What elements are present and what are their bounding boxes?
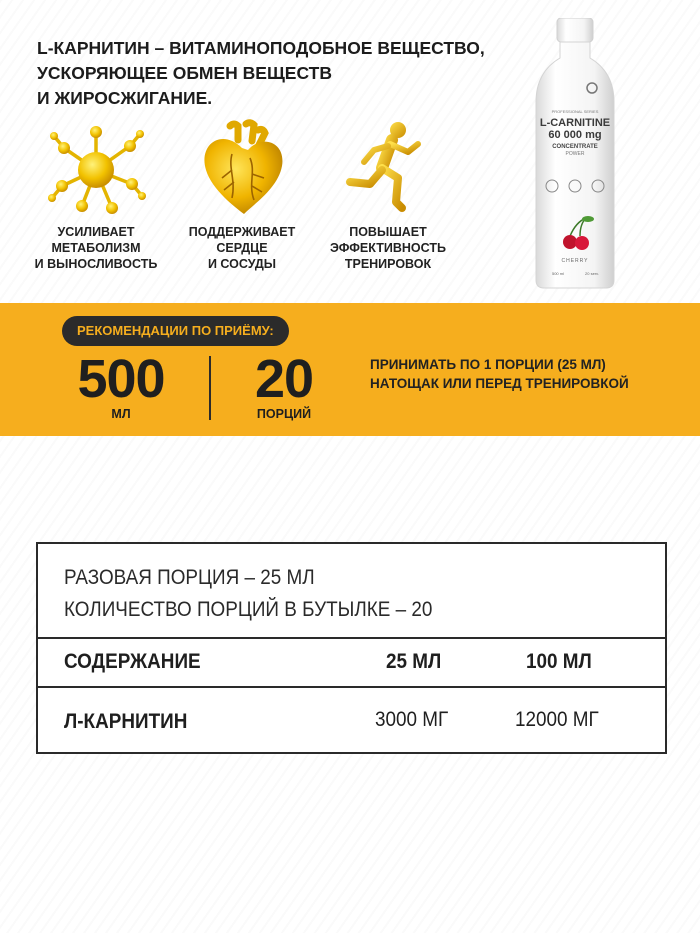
caption-line: ТРЕНИРОВОК: [344, 257, 432, 271]
caption-line: СЕРДЦЕ: [216, 241, 268, 255]
headline-line: УСКОРЯЮЩЕЕ ОБМЕН ВЕЩЕСТВ: [37, 63, 333, 83]
product-bottle: [530, 18, 620, 290]
bottle-name: L-CARNITINE: [539, 117, 611, 129]
table-row-name: Л-КАРНИТИН: [64, 710, 188, 733]
bottle-dose: 60 000 mg: [548, 129, 602, 141]
table-divider: [38, 637, 665, 639]
molecule-icon: [46, 118, 146, 218]
volume-value: 500: [77, 349, 165, 409]
servings-per-bottle: КОЛИЧЕСТВО ПОРЦИЙ В БУТЫЛКЕ – 20: [64, 598, 433, 621]
bottle-series: PROFESSIONAL SERIES: [551, 109, 599, 114]
recommendation-line: ПРИНИМАТЬ ПО 1 ПОРЦИИ (25 МЛ): [370, 357, 606, 372]
nutrition-table: [36, 542, 667, 754]
table-header-25ml: 25 МЛ: [386, 650, 442, 673]
caption-line: ПОДДЕРЖИВАЕТ: [188, 225, 296, 239]
table-header-100ml: 100 МЛ: [526, 650, 592, 673]
serving-size: РАЗОВАЯ ПОРЦИЯ – 25 МЛ: [64, 566, 315, 589]
caption-line: МЕТАБОЛИЗМ: [51, 241, 141, 255]
benefit-caption: [167, 224, 317, 272]
caption-line: ЭФФЕКТИВНОСТЬ: [330, 241, 446, 255]
bottle-flavor: CHERRY: [561, 258, 589, 264]
volume-unit: МЛ: [111, 407, 131, 421]
recommendation-badge: РЕКОМЕНДАЦИИ ПО ПРИЁМУ:: [62, 316, 289, 346]
recommendation-text: [370, 355, 690, 393]
caption-line: ПОВЫШАЕТ: [349, 225, 427, 239]
caption-line: И СОСУДЫ: [207, 257, 277, 271]
headline-line: L-КАРНИТИН – ВИТАМИНОПОДОБНОЕ ВЕЩЕСТВО,: [37, 38, 485, 58]
headline: [37, 36, 507, 111]
bottle-volume: 500 ml: [551, 271, 565, 276]
benefit-metabolism: [21, 118, 171, 272]
servings-value: 20: [254, 349, 314, 409]
headline-line: И ЖИРОСЖИГАНИЕ.: [37, 88, 213, 108]
stat-divider: [209, 356, 211, 420]
table-row-100ml: 12000 МГ: [515, 708, 599, 731]
benefit-caption: [21, 224, 171, 272]
benefit-heart: [167, 118, 317, 272]
heart-icon: [192, 118, 292, 218]
bottle-type: CONCENTRATE: [552, 144, 598, 150]
table-row-25ml: 3000 МГ: [375, 708, 449, 731]
recommendation-band: [0, 303, 700, 436]
bottle-power: POWER: [565, 151, 585, 157]
servings-stat: [234, 351, 334, 421]
benefit-caption: [313, 224, 463, 272]
volume-stat: [66, 351, 176, 421]
servings-unit: ПОРЦИЙ: [256, 407, 312, 421]
recommendation-line: НАТОЩАК ИЛИ ПЕРЕД ТРЕНИРОВКОЙ: [370, 376, 629, 391]
caption-line: УСИЛИВАЕТ: [57, 225, 135, 239]
benefit-training: [313, 118, 463, 272]
table-header-content: СОДЕРЖАНИЕ: [64, 650, 201, 673]
runner-icon: [338, 118, 438, 218]
caption-line: И ВЫНОСЛИВОСТЬ: [34, 257, 158, 271]
table-divider: [38, 686, 665, 688]
bottle-servings: 20 serv.: [585, 271, 599, 276]
